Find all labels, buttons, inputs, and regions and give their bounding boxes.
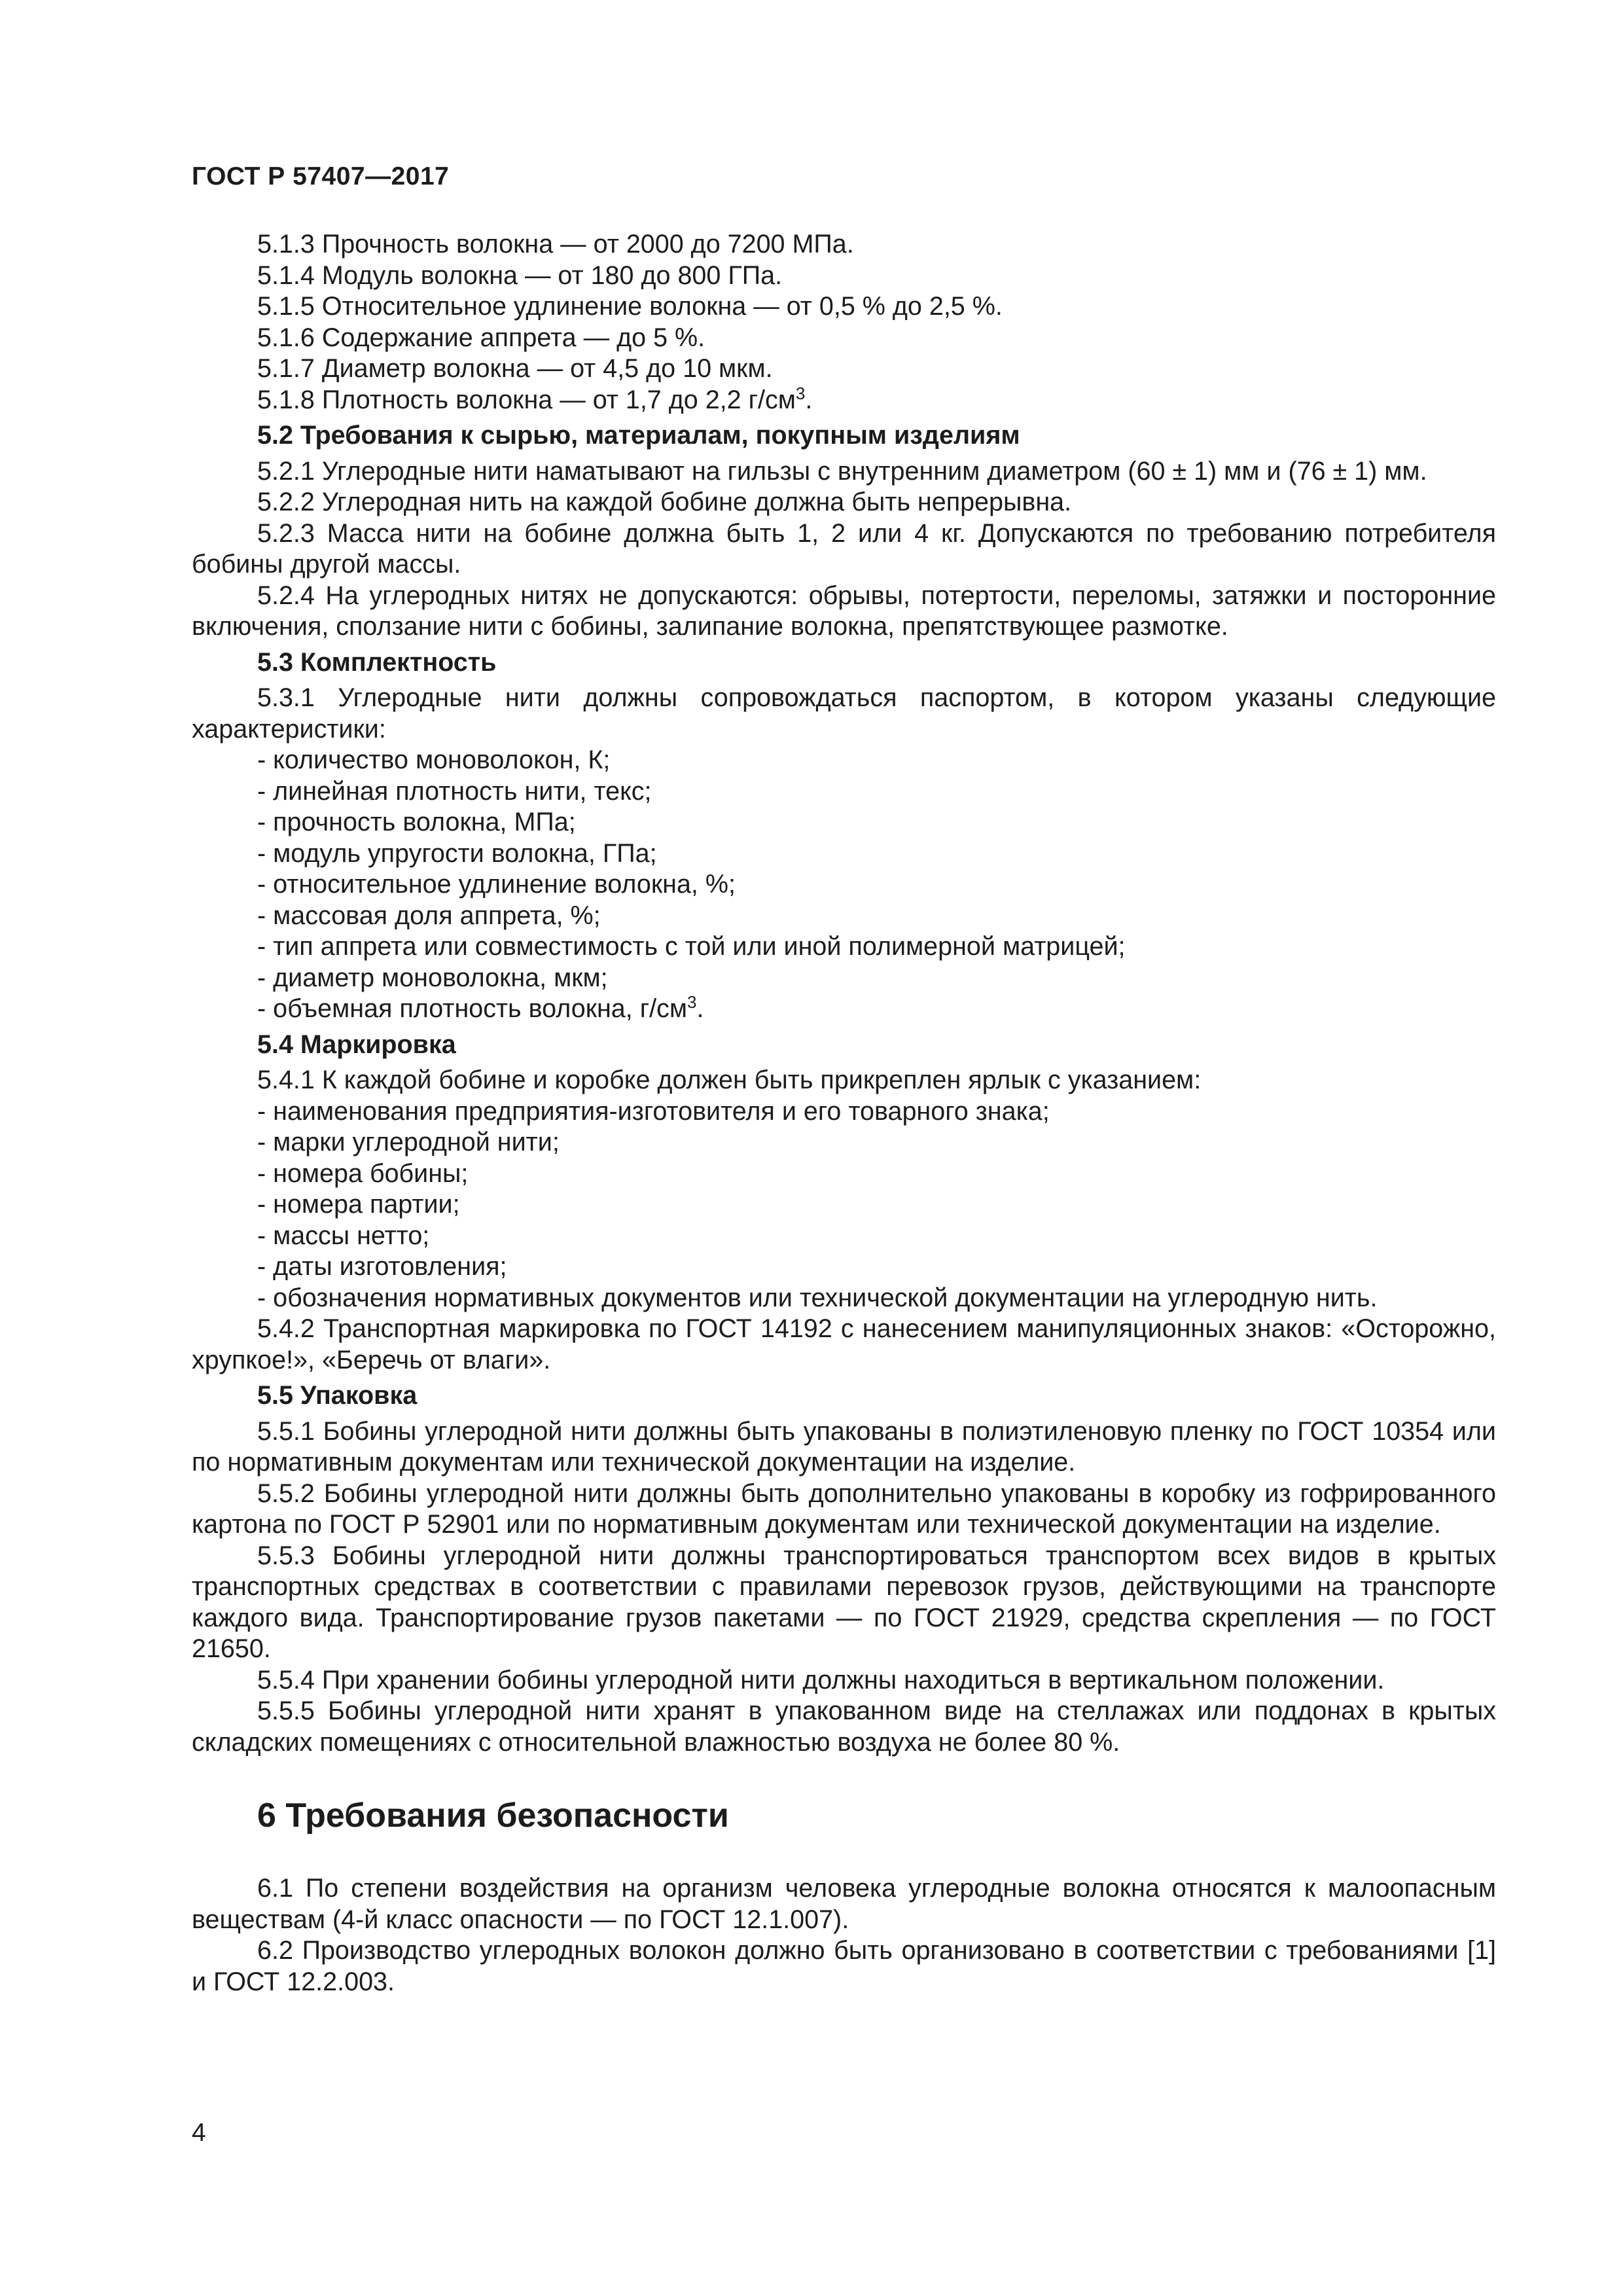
item-6-1: 6.1 По степени воздействия на организм человека углеродные волокна относятся к малоопасным веществам (4-й класс опасности — по ГОСТ 12.1.007). [192,1874,1496,1934]
list-item: - относительное удлинение волокна, %; [257,870,736,899]
list-item: - даты изготовления; [257,1252,507,1281]
list-item: - обозначения нормативных документов или технической документации на углеродную нить. [257,1283,1378,1312]
heading-5-5: 5.5 Упаковка [257,1381,418,1410]
list-item: - марки углеродной нити; [257,1128,560,1157]
heading-5-3: 5.3 Комплектность [257,647,497,677]
item-5-4-1: 5.4.1 К каждой бобине и коробке должен быть прикреплен ярлык с указанием: [257,1066,1202,1094]
superscript: 3 [687,992,697,1012]
item-5-5-5: 5.5.5 Бобины углеродной нити хранят в упакованном виде на стеллажах или поддонах в крытых складских помещениях с относительной влажностью воздуха не более 80 %. [192,1696,1496,1757]
item-5-1-8-text: 5.1.8 Плотность волокна — от 1,7 до 2,2 г/см [257,385,796,414]
heading-5-4: 5.4 Маркировка [257,1030,456,1059]
list-item: - тип аппрета или совместимость с той или иной полимерной матрицей; [257,932,1126,961]
list-item-end: . [696,994,704,1023]
item-5-2-3: 5.2.3 Масса нити на бобине должна быть 1, 2 или 4 кг. Допускаются по требованию потребителя бобины другой массы. [192,518,1496,579]
list-item: - массовая доля аппрета, %; [257,901,601,930]
item-5-1-8 [192,385,1496,416]
list-item: - диаметр моноволокна, мкм; [257,963,608,992]
item-6-2: 6.2 Производство углеродных волокон должно быть организовано в соответствии с требованиями [1] и ГОСТ 12.2.003. [192,1936,1496,1996]
list-item-text: - объемная плотность волокна, г/см [257,994,688,1023]
list-item: - модуль упругости волокна, ГПа; [257,838,657,868]
item-5-2-1: 5.2.1 Углеродные нити наматывают на гильзы с внутренним диаметром (60 ± 1) мм и (76 ± 1) мм. [257,456,1427,486]
item-5-5-3: 5.5.3 Бобины углеродной нити должны транспортироваться транспортом всех видов в крытых транспортных средствах в соответствии с правилами перевозок грузов, действующими на транспорте каждого вида. Транспортирование грузов пакетами — по ГОСТ 21929, средства скрепления — по ГОСТ 21650. [192,1541,1496,1663]
list-item: - количество моноволокон, К; [257,745,611,774]
item-5-5-4: 5.5.4 При хранении бобины углеродной нити должны находиться в вертикальном положении. [257,1665,1385,1695]
superscript: 3 [795,383,806,403]
list-item: - номера бобины; [257,1158,469,1188]
heading-6: 6 Требования безопасности [257,1797,729,1835]
item-5-3-1: 5.3.1 Углеродные нити должны сопровождаться паспортом, в котором указаны следующие характеристики: [192,683,1496,744]
list-item: - наименования предприятия-изготовителя и его товарного знака; [257,1096,1050,1126]
document-body [192,229,1496,1998]
list-item [192,994,1496,1025]
item-5-4-2: 5.4.2 Транспортная маркировка по ГОСТ 14192 с нанесением манипуляционных знаков: «Осторожно, хрупкое!», «Беречь от влаги». [192,1314,1496,1374]
heading-5-2: 5.2 Требования к сырью, материалам, покупным изделиям [257,421,1020,450]
list-item: - номера партии; [257,1190,460,1219]
list-item: - прочность волокна, МПа; [257,808,576,836]
list-item: - массы нетто; [257,1221,430,1250]
item-5-5-2: 5.5.2 Бобины углеродной нити должны быть дополнительно упакованы в коробку из гофрированного картона по ГОСТ Р 52901 или по нормативным документам или технической документации на изделие. [192,1479,1496,1539]
page-number: 4 [192,2119,206,2147]
item-5-2-4: 5.2.4 На углеродных нитях не допускаются: обрывы, потертости, переломы, затяжки и посторонние включения, сползание нити с бобины, залипание волокна, препятствующее размотке. [192,581,1496,641]
item-5-1-8-end: . [805,385,813,414]
item-5-1-3: 5.1.3 Прочность волокна — от 2000 до 7200 МПа. [257,230,854,259]
item-5-1-5: 5.1.5 Относительное удлинение волокна — от 0,5 % до 2,5 %. [257,292,1003,321]
item-5-5-1: 5.5.1 Бобины углеродной нити должны быть упакованы в полиэтиленовую пленку по ГОСТ 10354 или по нормативным документам или технической документации на изделие. [192,1416,1496,1477]
item-5-2-2: 5.2.2 Углеродная нить на каждой бобине должна быть непрерывна. [257,488,1072,516]
list-item: - линейная плотность нити, текс; [257,776,652,806]
standard-designation: ГОСТ Р 57407—2017 [192,162,450,190]
item-5-1-4: 5.1.4 Модуль волокна — от 180 до 800 ГПа. [257,260,783,290]
item-5-1-7: 5.1.7 Диаметр волокна — от 4,5 до 10 мкм. [257,354,773,383]
item-5-1-6: 5.1.6 Содержание аппрета — до 5 %. [257,323,705,352]
